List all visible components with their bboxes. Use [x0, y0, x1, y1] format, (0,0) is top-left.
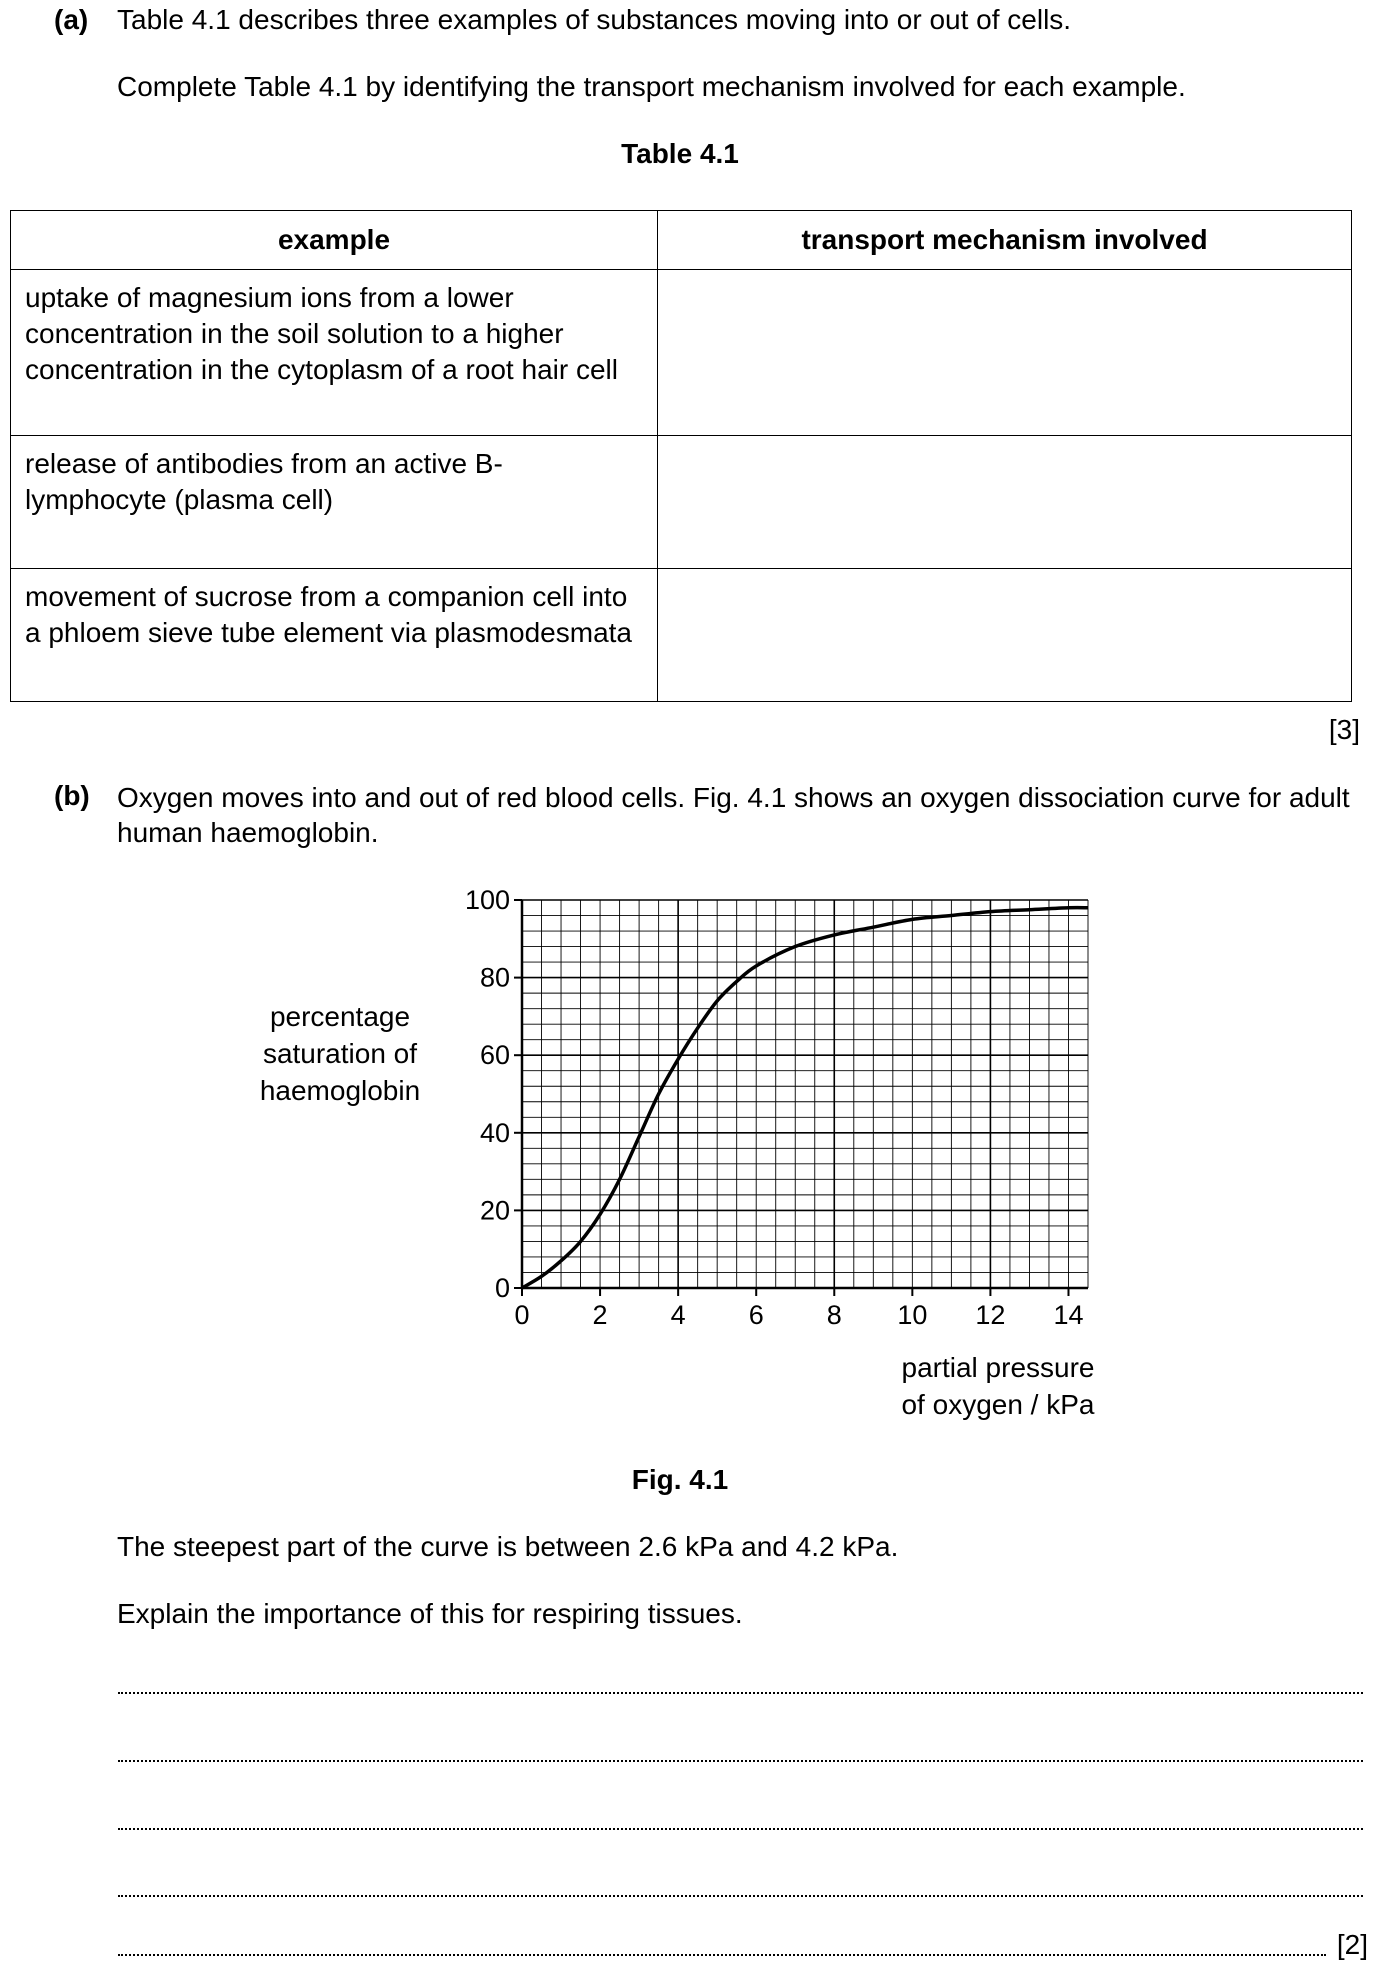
part-a-intro: Table 4.1 describes three examples of substances moving into or out of cells. — [117, 4, 1072, 35]
table-header-row — [11, 211, 1352, 270]
x-axis-label-line: of oxygen / kPa — [901, 1389, 1095, 1420]
axes — [522, 900, 1088, 1288]
y-tick-label: 20 — [479, 1195, 510, 1226]
x-axis-label-line: partial pressure — [901, 1352, 1095, 1383]
x-tick-label: 6 — [748, 1300, 764, 1330]
part-b-intro: Oxygen moves into and out of red blood cells. Fig. 4.1 shows an oxygen dissociation curve for adult human haemoglobin. — [117, 782, 1350, 848]
statement: The steepest part of the curve is between 2.6 kPa and 4.2 kPa. — [117, 1531, 899, 1562]
example-cell: release of antibodies from an active B-lymphocyte (plasma cell) — [11, 436, 658, 569]
x-axis-label — [901, 1352, 1094, 1420]
part-a-marks: [3] — [1328, 714, 1360, 745]
y-tick-label: 40 — [479, 1117, 510, 1148]
x-tick-label: 12 — [975, 1300, 1006, 1330]
y-tick-label: 80 — [479, 962, 510, 993]
answer-line[interactable] — [118, 1826, 1363, 1830]
y-tick-label: 0 — [494, 1273, 510, 1303]
table-row — [11, 270, 1352, 436]
answer-line[interactable] — [118, 1690, 1363, 1694]
answer-cell[interactable] — [658, 270, 1352, 436]
y-tick-label: 60 — [479, 1040, 510, 1071]
answer-line[interactable] — [118, 1952, 1326, 1956]
part-a-label: (a) — [54, 4, 89, 35]
answer-line[interactable] — [118, 1893, 1363, 1897]
x-tick-label: 0 — [514, 1300, 530, 1330]
table-row — [11, 569, 1352, 702]
ticks — [514, 900, 1068, 1296]
table-row — [11, 436, 1352, 569]
part-a-instruction: Complete Table 4.1 by identifying the transport mechanism involved for each example. — [117, 71, 1186, 102]
part-b-label: (b) — [54, 780, 90, 811]
dissociation-curve — [522, 908, 1088, 1288]
header-transport-mechanism: transport mechanism involved — [658, 211, 1352, 270]
y-tick-label: 100 — [464, 885, 510, 915]
grid-minor — [522, 900, 1088, 1288]
header-example: example — [11, 211, 658, 270]
x-tick-label: 14 — [1053, 1300, 1084, 1330]
y-axis-label — [260, 1001, 420, 1106]
x-tick-label: 4 — [670, 1300, 686, 1330]
x-tick-label: 8 — [826, 1300, 842, 1330]
table-4-1 — [10, 210, 1352, 702]
answer-line[interactable] — [118, 1758, 1363, 1762]
figure-caption: Fig. 4.1 — [631, 1464, 729, 1495]
oxygen-dissociation-chart — [0, 870, 1380, 1430]
table-title: Table 4.1 — [621, 138, 739, 169]
answer-cell[interactable] — [658, 436, 1352, 569]
example-cell: uptake of magnesium ions from a lower concentration in the soil solution to a higher concentration in the cytoplasm of a root hair cell — [11, 270, 658, 436]
y-axis-label-line: haemoglobin — [259, 1075, 421, 1106]
question: Explain the importance of this for respiring tissues. — [117, 1598, 743, 1629]
grid-major — [522, 900, 1088, 1288]
x-tick-label: 10 — [897, 1300, 928, 1330]
y-axis-label-line: saturation of — [262, 1038, 418, 1069]
answer-cell[interactable] — [658, 569, 1352, 702]
part-b-marks: [2] — [1336, 1929, 1368, 1960]
y-axis-label-line: percentage — [269, 1001, 411, 1032]
x-tick-label: 2 — [592, 1300, 608, 1330]
example-cell: movement of sucrose from a companion cell into a phloem sieve tube element via plasmodesmata — [11, 569, 658, 702]
